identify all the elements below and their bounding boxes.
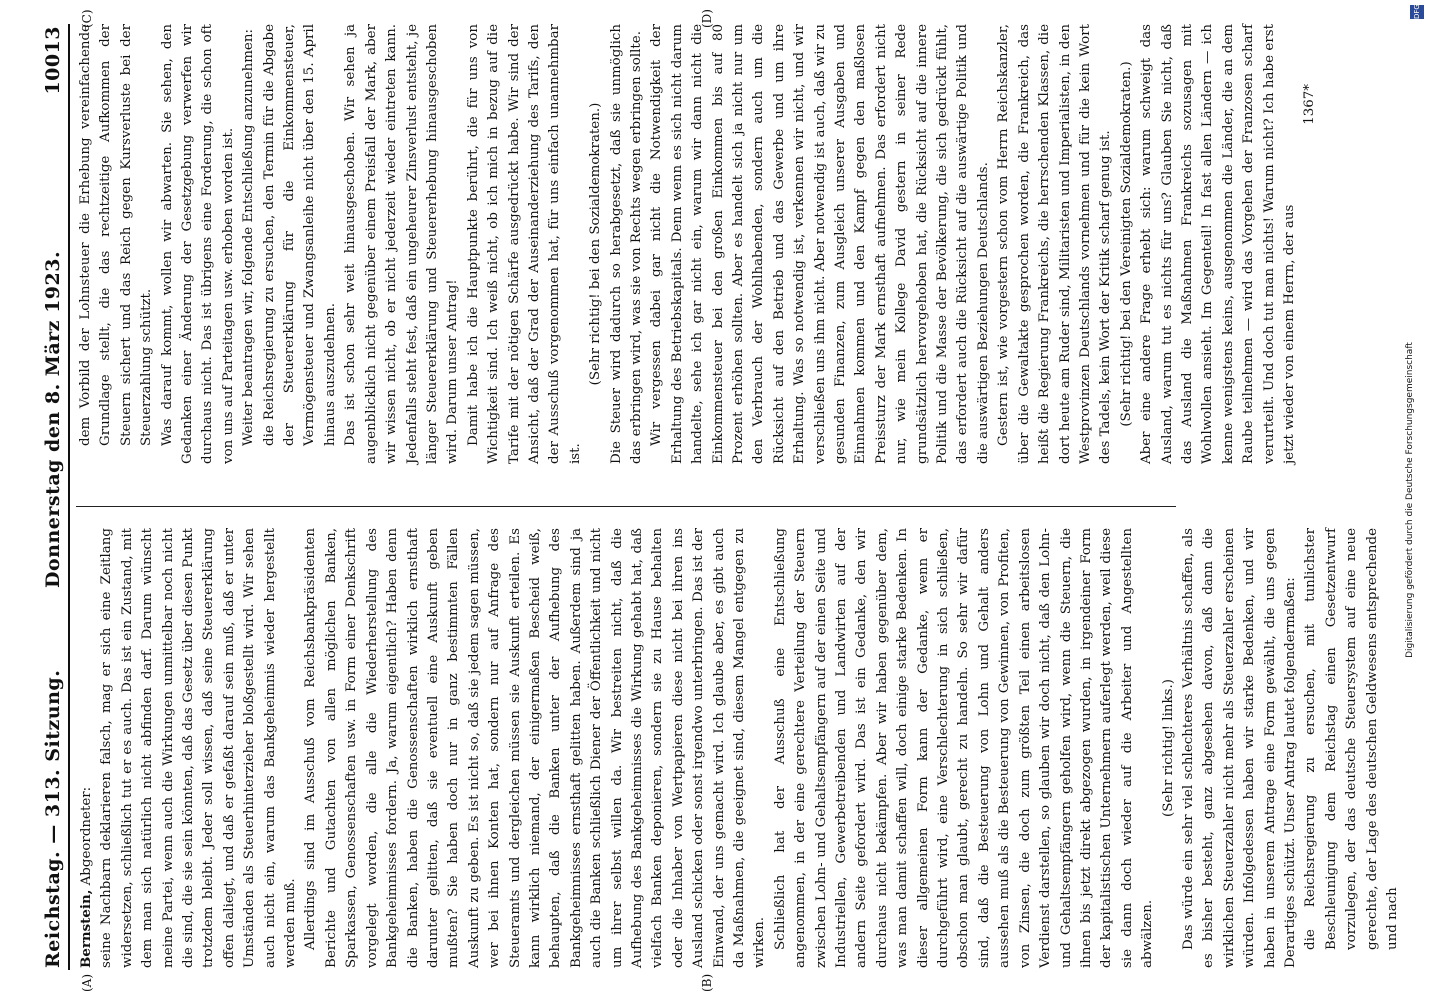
dfg-logo: DFG	[1410, 5, 1424, 19]
margin-marker-c: (C)	[80, 9, 94, 28]
left-column	[76, 528, 1400, 968]
header-page-number: 10013	[42, 26, 64, 95]
right-paragraph: Wir vergessen dabei gar nicht die Notwendigkeit der Erhaltung des Betriebskapitals. Denn wenn es sich nicht darum handelte, sehe ich gar nicht ein, warum wir dann nicht die Einkommensteuer bei den großen Einkommen bis auf 80 Prozent erhöhen sollten. Aber es handelt sich ja nicht nur um den Verbrauch der Wohlhabenden, sondern auch um die Rücksicht auf den Betrieb und das Gewerbe und um ihre Erhaltung. Was so notwendig ist, verkennen wir nicht, und wir verschließen uns ihm nicht. Aber notwendig ist auch, daß wir zu gesunden Finanzen, zum Ausgleich unserer Ausgaben und Einnahmen kommen und den Kampf gegen den maßlosen Preissturz der Mark ernsthaft aufnehmen. Das erfordert nicht nur, wie mein Kollege David gestern in seiner Rede grundsätzlich hervorgehoben hat, die Rücksicht auf die innere Politik und die Masse der Bevölkerung, die sich gedrückt fühlt, das erfordert auch die Rücksicht auf die auswärtige Politik und die auswärtigen Beziehungen Deutschlands.	[649, 24, 991, 464]
margin-marker-b: (B)	[700, 973, 714, 992]
speaker-name: Bernstein,	[78, 889, 94, 968]
column-divider	[76, 506, 1176, 507]
interjection: (Sehr richtig! bei den Sozialdemokraten.)	[588, 102, 604, 386]
margin-marker-a: (A)	[80, 973, 94, 992]
interjection: (Sehr richtig! bei den Vereinigten Sozialdemokraten.)	[1118, 61, 1134, 427]
right-paragraph: Aber eine andere Frage erhebt sich: warum schweigt das Ausland, warum tut es nichts für uns? Glauben Sie nicht, daß das Ausland die Maßnahmen Frankreichs sozusagen mit Wohlwollen ansieht. Im Gegenteil! In fast allen Ländern — ich kenne wenigstens keins, ausgenommen die Länder, die an dem Raube teilnehmen — wird das Vorgehen der Franzosen scharf verurteilt. Und doch tut man nichts! Warum nicht? Ich habe erst jetzt wieder von einem Herrn, der aus	[1139, 24, 1297, 464]
left-paragraph: seine Nachbarn deklarieren falsch, mag er sich eine Zeitlang widersetzen, schließlich tut er es auch. Das ist ein Zustand, mit dem man sich natürlich nicht abfinden darf. Darum wünscht meine Partei, wenn auch die Wirkungen unmittelbar noch nicht die sind, die sie sein könnten, daß das Gesetz über diesen Punkt trotzdem bleibt. Jeder soll wissen, daß seine Steuererklärung offen daliegt, und daß er gefaßt darauf sein muß, daß er unter Umständen als Steuerhinterzieher bloßgestellt wird. Wir sehen auch nicht ein, warum das Bankgeheimnis wieder hergestellt werden muß.	[99, 528, 299, 968]
digitization-note: Digitalisierung gefördert durch die Deutsche Forschungsgemeinschaft	[1405, 342, 1415, 658]
header-session: Reichstag. — 313. Sitzung.	[42, 669, 64, 968]
left-paragraph: Allerdings sind im Ausschuß vom Reichsbankpräsidenten Berichte und Gutachten von allen möglichen Banken, Sparkassen, Genossenschaften usw. in Form einer Denkschrift vorgelegt worden, die alle die Wiederherstellung des Bankgeheimnisses fordern. Ja, warum eigentlich? Haben denn die Banken, haben die Genossenschaften wirklich ernsthaft darunter gelitten, daß sie eventuell eine Auskunft geben mußten? Sie haben doch nur in ganz bestimmten Fällen Auskunft zu geben. Es ist nicht so, daß sie jedem sagen müssen, wer bei ihnen Konten hat, sondern nur auf Anfrage des Steueramts und dergleichen müssen sie Auskunft erteilen. Es kann wirklich niemand, der einigermaßen Bescheid weiß, behaupten, daß die Banken unter der Aufhebung des Bankgeheimnisses ernsthaft gelitten haben. Außerdem sind ja auch die Banken schließlich Diener der Öffentlichkeit und nicht um ihrer selbst willen da. Wir bestreiten nicht, daß die Aufhebung des Bankgeheimnisses die Wirkung gehabt hat, daß vielfach Banken deponieren, sondern sie zu Hause behalten oder die Inhaber von Wertpapieren diese nicht bei ihren ins Ausland schicken oder sonst irgendwo unterbringen. Das ist der Einwand, der uns gemacht wird. Ich glaube aber, es gibt auch da Maßnahmen, die geeignet sind, diesem Mangel entgegen zu wirken.	[303, 528, 768, 968]
right-paragraph: Das ist schon sehr weit hinausgeschoben. Wir sehen ja augenblicklich nicht gegenüber einem Preisfall der Mark, aber wir wissen nicht, ob er nicht jederzeit wieder eintreten kann. Jedenfalls steht fest, daß ein ungeheurer Zinsverlust entsteht, je länger Steuererklärung und Steuererhebung hinausgeschoben wird. Darum unser Antrag!	[343, 24, 461, 464]
right-paragraph: Weiter beantragen wir, folgende Entschließung anzunehmen:	[241, 29, 257, 446]
motion-text: dem Vorbild der Lohnsteuer die Erhebung vereinfachende Grundlage stellt, die das rechtzeitige Aufkommen der Steuern sichert und das Reich gegen Kursverluste bei der Steuerzahlung schützt.	[78, 24, 155, 446]
right-paragraph: Die Steuer wird dadurch so herabgesetzt, daß sie unmöglich das erbringen wird, was sie von Rechts wegen erbringen sollte.	[608, 24, 644, 464]
footnote-number: 1367*	[1302, 84, 1318, 125]
header-rule	[68, 24, 70, 970]
header-date: Donnerstag den 8. März 1923.	[42, 250, 64, 588]
motion-text: die Reichsregierung zu ersuchen, mit tunlichster Beschleunigung dem Reichstag einen Gesetzentwurf vorzulegen, der das deutsche Steuersystem auf eine neue gerechte, der Lage des deutschen Geldwesens entsprechende und nach	[1303, 528, 1400, 950]
left-paragraph: Schließlich hat der Ausschuß eine Entschließung angenommen, in der eine gerechtere Verteilung der Steuern zwischen Lohn- und Gehaltsempfängern auf der einen Seite und Industriellen, Gewerbetreibenden und Landwirten auf der andern Seite gefordert wird. Das ist ein Gedanke, den wir durchaus nicht bekämpfen. Aber wir haben gegenüber dem, was man damit schaffen will, doch einige starke Bedenken. In dieser allgemeinen Form kann der Gedanke, wenn er durchgeführt wird, eine Verschlechterung in sich schließen, obschon man glaubt, gerecht zu handeln. So sehr wir dafür sind, daß die Besteuerung von Lohn und Gehalt anders aussehen muß als die Besteuerung von Gewinnen, von Profiten, von Zinsen, die doch zum größten Teil einen arbeitslosen Verdienst darstellen, so glauben wir doch nicht, daß den Lohn- und Gehaltsempfängern geholfen wird, wenn die Steuern, die ihnen bis jetzt direkt abgezogen wurden, in irgendeiner Form der kapitalistischen Unternehmern auferlegt werden, weil diese sie dann doch wieder auf die Arbeiter und Angestellten abwälzen.	[772, 528, 1156, 968]
interjection: (Sehr richtig! links.)	[1160, 679, 1176, 817]
right-paragraph: Damit habe ich die Hauptpunkte berührt, die für uns von Wichtigkeit sind. Ich weiß nicht, ob ich mich in bezug auf die Tarife mit der nötigen Schärfe ausgedrückt habe. Wir sind der Ansicht, daß der Grad der Auseinanderziehung des Tarifs, den der Ausschuß vorgenommen hat, für uns einfach unannehmbar ist.	[465, 24, 583, 464]
motion-text: die Reichsregierung zu ersuchen, den Termin für die Abgabe der Steuererklärung für die Einkommensteuer, Vermögensteuer und Zwangsanleihe nicht über den 15. April hinaus auszudehnen.	[261, 24, 338, 446]
right-paragraph: Was darauf kommt, wollen wir abwarten. Sie sehen, den Gedanken einer Änderung der Gesetzgebung verwerfen wir durchaus nicht. Das ist übrigens eine Forderung, die schon oft von uns auf Parteitagen usw. erhoben worden ist.	[159, 24, 236, 464]
speaker-line	[76, 528, 97, 968]
margin-marker-d: (D)	[700, 9, 714, 28]
right-column	[76, 24, 1318, 464]
right-paragraph: Gestern ist, wie vorgestern schon vom Herrn Reichskanzler, über die Gewaltakte gesprochen worden, die Frankreich, das heißt die Regierung Frankreichs, die herrschenden Klassen, die dort heute am Ruder sind, Militaristen und Imperialisten, in den Westprovinzen Deutschlands vornehmen und für die kein Wort des Tadels, kein Wort der Kritik scharf genug ist.	[996, 24, 1114, 464]
left-paragraph: Das würde ein sehr viel schlechteres Verhältnis schaffen, als es bisher besteht, ganz abgesehen davon, daß dann die wirklichen Steuerzahler nicht mehr als Steuerzahler erscheinen würden. Infolgedessen haben wir starke Bedenken, und wir haben in unserem Antrage eine Form gewählt, die uns gegen Derartiges schützt. Unser Antrag lautet folgendermaßen:	[1180, 528, 1298, 968]
speaker-role: Abgeordneter:	[79, 786, 94, 886]
